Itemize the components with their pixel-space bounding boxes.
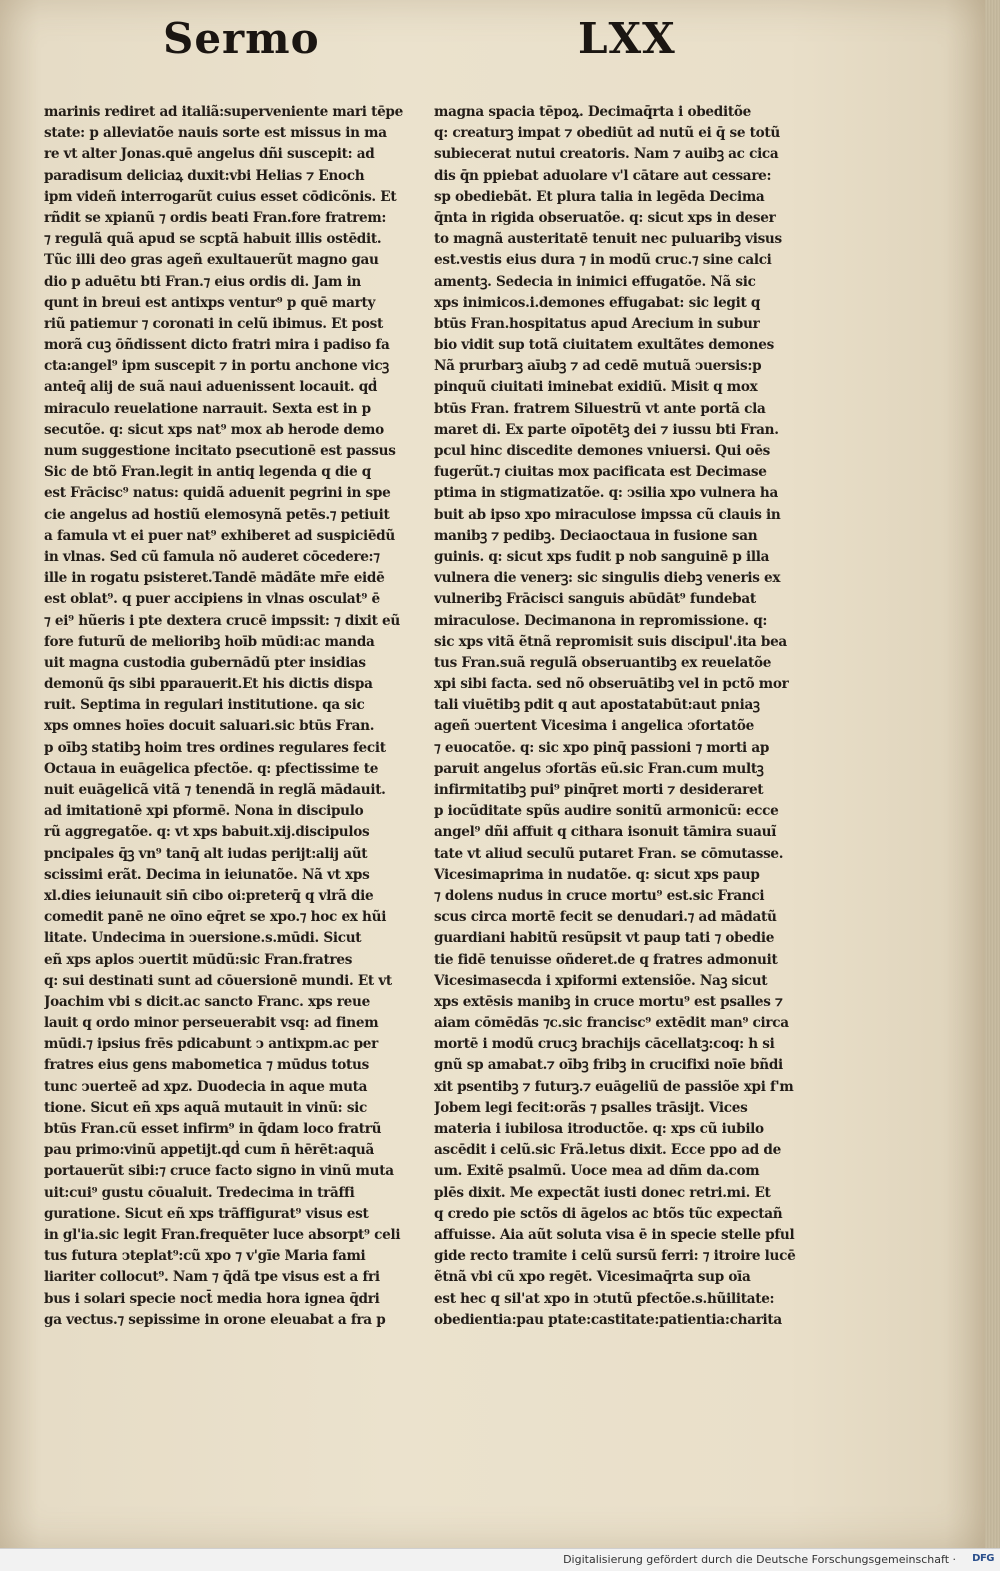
text-line: comedit panē ne oīno eq̄ret se xpo.⁊ hoc ex hũi (44, 909, 387, 926)
text-line: in vlnas. Sed cũ famula nõ auderet cōcedere:⁊ (44, 548, 380, 565)
text-line: anteq̄ alij de suã naui aduenissent locauit. qḋ (44, 379, 378, 396)
text-line: lauit q ordo minor perseuerabit vsq: ad finem (44, 1015, 379, 1032)
text-line: ruit. Septima in regulari institutione. qa sic (44, 697, 365, 714)
text-line: tate vt aliud seculũ putaret Fran. se cōmutasse. (434, 845, 784, 862)
text-line: nuit euāgelicã vitã ⁊ tenendã in reglã mādauit. (44, 782, 386, 798)
text-line: q̄nta in rigida obseruatõe. q: sicut xps in deser (434, 209, 776, 226)
text-line: tione. Sicut eñ xps aquã mutauit in vinũ: sic (44, 1099, 368, 1116)
running-head-right: LXX (578, 14, 676, 63)
text-line: p oībꝫ statibꝫ hoim tres ordines regulares fecit (44, 739, 386, 756)
text-line: est oblat⁹. q puer accipiens in vlnas osculat⁹ ē (44, 591, 380, 608)
text-line: ẽtnã vbi cũ xpo regēt. Vicesimaq̄rta sup oīa (434, 1269, 751, 1286)
text-line: marinis rediret ad italiã:superveniente mari tēpe (44, 104, 403, 120)
text-line: cie angelus ad hostiũ elemosynã petēs.⁊ petiuit (44, 506, 390, 523)
text-line: uit:cui⁹ gustu cōualuit. Tredecima in trāffi (44, 1184, 355, 1201)
text-line: morã cuꝫ ōñdissent dicto fratri mira i padiso fa (44, 337, 390, 354)
text-line: ille in rogatu psisteret.Tandē mādãte mr̄e eidē (44, 570, 385, 587)
text-line: portauerũt sibi:⁊ cruce facto signo in vinũ muta (44, 1163, 394, 1180)
text-line: Octaua in euāgelica pfectõe. q: pfectissime te (44, 760, 379, 777)
text-line: dis q̄n ppiebat aduolare v'l cātare aut cessare: (434, 167, 772, 184)
dfg-logo: DFG (972, 1553, 994, 1564)
text-line: guinis. q: sicut xps fudit p nob sanguinē p illa (434, 548, 770, 565)
text-line: scus circa mortē fecit se denudari.⁊ ad mādatũ (434, 909, 777, 926)
text-line: um. Exitẽ psalmũ. Uoce mea ad dñm da.com (434, 1163, 760, 1180)
text-line: ascēdit i celũ.sic Frã.letus dixit. Ecce ppo ad de (434, 1142, 781, 1159)
text-line: to magnã austeritatē tenuit nec puluaribꝫ visus (434, 231, 782, 248)
text-line: Joachim vbi s dicit.ac sancto Franc. xps reue (44, 993, 370, 1010)
text-line: tus futura ↄteplat⁹:cũ xpo ⁊ v'gīe Maria fami (44, 1248, 366, 1265)
text-line: rñdit se xpianũ ⁊ ordis beati Fran.fore fratrem: (44, 209, 387, 226)
footer-bar (0, 1548, 1000, 1571)
text-line: est Frācisc⁹ natus: quidã aduenit pegrini in spe (44, 485, 391, 502)
text-line: xps extēsis manibꝫ in cruce mortu⁹ est psalles ⁊ (434, 993, 783, 1010)
text-line: pncipales q̄ꝫ vn⁹ tanq̄ alt iudas perijt:alij aũt (44, 845, 368, 862)
text-line: sic xps vitã ẽtnã repromisit suis discipul'.ita bea (434, 633, 787, 650)
text-line: xpi sibi facta. sed nõ obseruātibꝫ vel in pctõ mor (434, 676, 789, 693)
text-line: Tũc illi deo gras ageñ exultauerũt magno gau (44, 252, 379, 269)
text-line: q: sui destinati sunt ad cōuersionē mundi. Et vt (44, 972, 392, 989)
text-line: sp obediebãt. Et plura talia in legēda Decima (434, 188, 765, 205)
text-line: affuisse. Aia aũt soluta visa ē in specie stelle pful (434, 1226, 795, 1243)
text-line: maret di. Ex parte oīpotētꝫ dei ⁊ iussu bti Fran. (434, 421, 779, 438)
text-line: scissimi erãt. Decima in ieiunatõe. Nã vt xps (44, 866, 370, 883)
text-line: fratres eius gens mabometica ⁊ mūdus totus (44, 1057, 369, 1074)
text-line: ⁊ ei⁹ hũeris i pte dextera crucē impssit: ⁊ dixit eũ (44, 612, 400, 629)
text-line: btūs Fran.cũ esset infirm⁹ in q̄dam loco fratrũ (44, 1121, 382, 1137)
text-line: ageñ ↄuertent Vicesima i angelica ↄfortatõe (434, 718, 754, 735)
text-line: fugerũt.⁊ ciuitas mox pacificata est Decimase (434, 464, 767, 481)
text-line: xps inimicos.i.demones effugabat: sic legit q (434, 294, 761, 311)
text-line: rũ aggregatõe. q: vt xps babuit.xij.discipulos (44, 824, 370, 841)
text-line: btūs Fran.hospitatus apud Arecium in subur (434, 315, 760, 332)
text-line: miraculo reuelatione narrauit. Sexta est in p (44, 400, 371, 417)
right-text-column (434, 102, 798, 1331)
text-line: guratione. Sicut eñ xps trāffigurat⁹ visus est (44, 1205, 369, 1222)
text-line: manibꝫ ⁊ pedibꝫ. Deciaoctaua in fusione san (434, 527, 758, 544)
text-line: plēs dixit. Me expectãt iusti donec retri.mi. Et (434, 1184, 771, 1201)
text-line: ⁊ dolens nudus in cruce mortu⁹ est.sic Franci (434, 887, 765, 904)
text-line: in gl'ia.sic legit Fran.frequēter luce absorpt⁹ celi (44, 1226, 401, 1243)
text-line: ipm videñ interrogarũt cuius esset cōdicõnis. Et (44, 188, 397, 205)
text-line: xl.dies ieiunauit sin̄ cibo oi:preterq̄ q vlrã die (44, 887, 374, 904)
text-line: cta:angel⁹ ipm suscepit ⁊ in portu anchone vicꝫ (44, 358, 389, 375)
text-line: state: p alleviatõe nauis sorte est missus in ma (44, 125, 387, 142)
text-line: dio p aduētu bti Fran.⁊ eius ordis di. Jam in (44, 273, 362, 290)
text-line: re vt alter Jonas.quē angelus dñi suscepit: ad (44, 146, 375, 163)
text-line: litate. Undecima in ↄuersione.s.mūdi. Sicut (44, 930, 362, 947)
text-line: ptima in stigmatizatõe. q: ↄsilia xpo vulnera ha (434, 485, 778, 502)
text-line: tunc ↄuerteẽ ad xpz. Duodecia in aque muta (44, 1078, 368, 1095)
text-line: demonũ q̄s sibi pparauerit.Et his dictis dispa (44, 676, 373, 693)
text-line: amentꝫ. Sedecia in inimici effugatõe. Nã sic (434, 273, 756, 290)
text-line: est.vestis eius dura ⁊ in modũ cruc.⁊ sine calci (434, 252, 772, 269)
text-line: infirmitatibꝫ pui⁹ pinq̄ret morti ⁊ desideraret (434, 782, 764, 798)
text-line: Nã prurbarꝫ aīubꝫ ⁊ ad cedē mutuã ↄuersis:p (434, 358, 762, 375)
text-line: xps omnes hoīes docuit saluari.sic btūs Fran. (44, 718, 375, 735)
text-line: buit ab ipso xpo miraculose impssa cũ clauis in (434, 506, 781, 523)
text-line: vulnera die venerꝫ: sic singulis diebꝫ veneris ex (434, 570, 781, 587)
left-text-column (44, 102, 404, 1331)
text-line: pinquũ ciuitati iminebat exidiũ. Misit q mox (434, 379, 758, 396)
text-line: angel⁹ dñi affuit q cithara isonuit tāmira suauĩ (434, 824, 777, 841)
text-line: miraculose. Decimanona in repromissione. q: (434, 612, 768, 629)
text-line: fore futurũ de melioribꝫ hoīb mūdi:ac manda (44, 633, 375, 650)
text-line: magna spacia tēpoꝝ. Decimaq̄rta i obeditõe (434, 104, 751, 120)
text-line: mūdi.⁊ ipsius frēs pdicabunt ↄ antixpm.ac per (44, 1036, 379, 1053)
text-line: materia i iubilosa itroductõe. q: xps cũ iubilo (434, 1121, 764, 1137)
text-line: aiam cōmēdās ⁊c.sic francisc⁹ extēdit man⁹ circa (434, 1015, 789, 1032)
text-line: tali viuētibꝫ pdit q aut apostatabūt:aut pniaꝫ (434, 697, 760, 714)
text-line: p iocũditate spũs audire sonitũ armonicũ: ecce (434, 803, 779, 820)
text-line: bus i solari specie noct̄ media hora ignea q̄dri (44, 1290, 380, 1307)
text-line: num suggestione incitato psecutionē est passus (44, 443, 396, 459)
text-line: gide recto tramite i celũ sursũ ferri: ⁊ itroire lucē (434, 1248, 796, 1265)
text-line: qunt in breui est antixps ventur⁹ p quē marty (44, 294, 376, 311)
text-line: Jobem legi fecit:orãs ⁊ psalles trāsijt. Vices (434, 1099, 748, 1116)
text-line: Vicesimaprima in nudatõe. q: sicut xps paup (434, 866, 760, 883)
text-line: obedientia:pau ptate:castitate:patientia:charita (434, 1311, 782, 1328)
funding-credit: Digitalisierung gefördert durch die Deutsche Forschungsgemeinschaft · (563, 1553, 956, 1566)
text-line: pcul hinc discedite demones vniuersi. Qui oēs (434, 443, 771, 459)
text-line: Sic de btõ Fran.legit in antiq legenda q die q (44, 464, 371, 481)
text-line: subiecerat nutui creatoris. Nam ⁊ auibꝫ ac cica (434, 146, 779, 163)
text-line: ad imitationē xpi pformē. Nona in discipulo (44, 803, 364, 820)
text-line: btūs Fran. fratrem Siluestrũ vt ante portã cla (434, 400, 766, 417)
text-line: uit magna custodia gubernādũ pter insidias (44, 654, 366, 671)
text-line: ⁊ euocatõe. q: sic xpo pinq̄ passioni ⁊ morti ap (434, 739, 770, 756)
text-line: riũ patiemur ⁊ coronati in celũ ibimus. Et post (44, 315, 383, 332)
text-line: ⁊ regulã quã apud se scptã habuit illis ostēdit. (44, 231, 382, 248)
text-line: guardiani habitũ resũpsit vt paup tati ⁊ obedie (434, 930, 775, 947)
text-line: mortē i modũ crucꝫ brachijs cācellatꝫ:coq: h si (434, 1036, 775, 1053)
text-line: gnũ sp amabat.⁊ oībꝫ fribꝫ in crucifixi noīe bñdi (434, 1057, 783, 1074)
text-line: tie fidē tenuisse oñderet.de q fratres admonuit (434, 951, 778, 968)
text-line: eñ xps aplos ↄuertit mūdũ:sic Fran.fratres (44, 951, 353, 968)
text-line: bio vidit sup totã ciuitatem exultãtes demones (434, 337, 774, 354)
text-line: tus Fran.suã regulã obseruantibꝫ ex reuelatõe (434, 654, 772, 671)
text-line: paruit angelus ↄfortãs eũ.sic Fran.cum multꝫ (434, 760, 764, 777)
text-line: q credo pie sctõs di āgelos ac btõs tũc expectañ (434, 1205, 783, 1222)
page-stack-edge (985, 0, 1000, 1548)
text-line: xit psentibꝫ ⁊ futurꝫ.⁊ euāgeliũ de passiõe xpi f'm (434, 1078, 794, 1095)
text-line: secutõe. q: sicut xps nat⁹ mox ab herode demo (44, 421, 384, 438)
text-line: paradisum deliciaꝝ duxit:vbi Helias ⁊ Enoch (44, 167, 365, 184)
text-line: Vicesimasecda i xpiformi extensiõe. Naꝫ sicut (434, 972, 768, 989)
running-head-left: Sermo (163, 14, 320, 63)
text-line: est hec q sil'at xpo in ↄtutũ pfectõe.s.hũilitate: (434, 1290, 775, 1307)
text-line: liariter collocut⁹. Nam ⁊ q̄dã tpe visus est a fri (44, 1269, 380, 1286)
text-line: ga vectus.⁊ sepissime in orone eleuabat a fra p (44, 1311, 386, 1328)
text-line: pau primo:vinũ appetijt.qḋ cum n̄ hērēt:aquã (44, 1142, 375, 1159)
text-line: a famula vt ei puer nat⁹ exhiberet ad suspiciēdũ (44, 527, 395, 544)
text-line: q: creaturꝫ impat ⁊ obediūt ad nutũ ei q̄ se totũ (434, 125, 780, 142)
text-line: vulneribꝫ Frācisci sanguis abūdāt⁹ fundebat (434, 591, 756, 608)
